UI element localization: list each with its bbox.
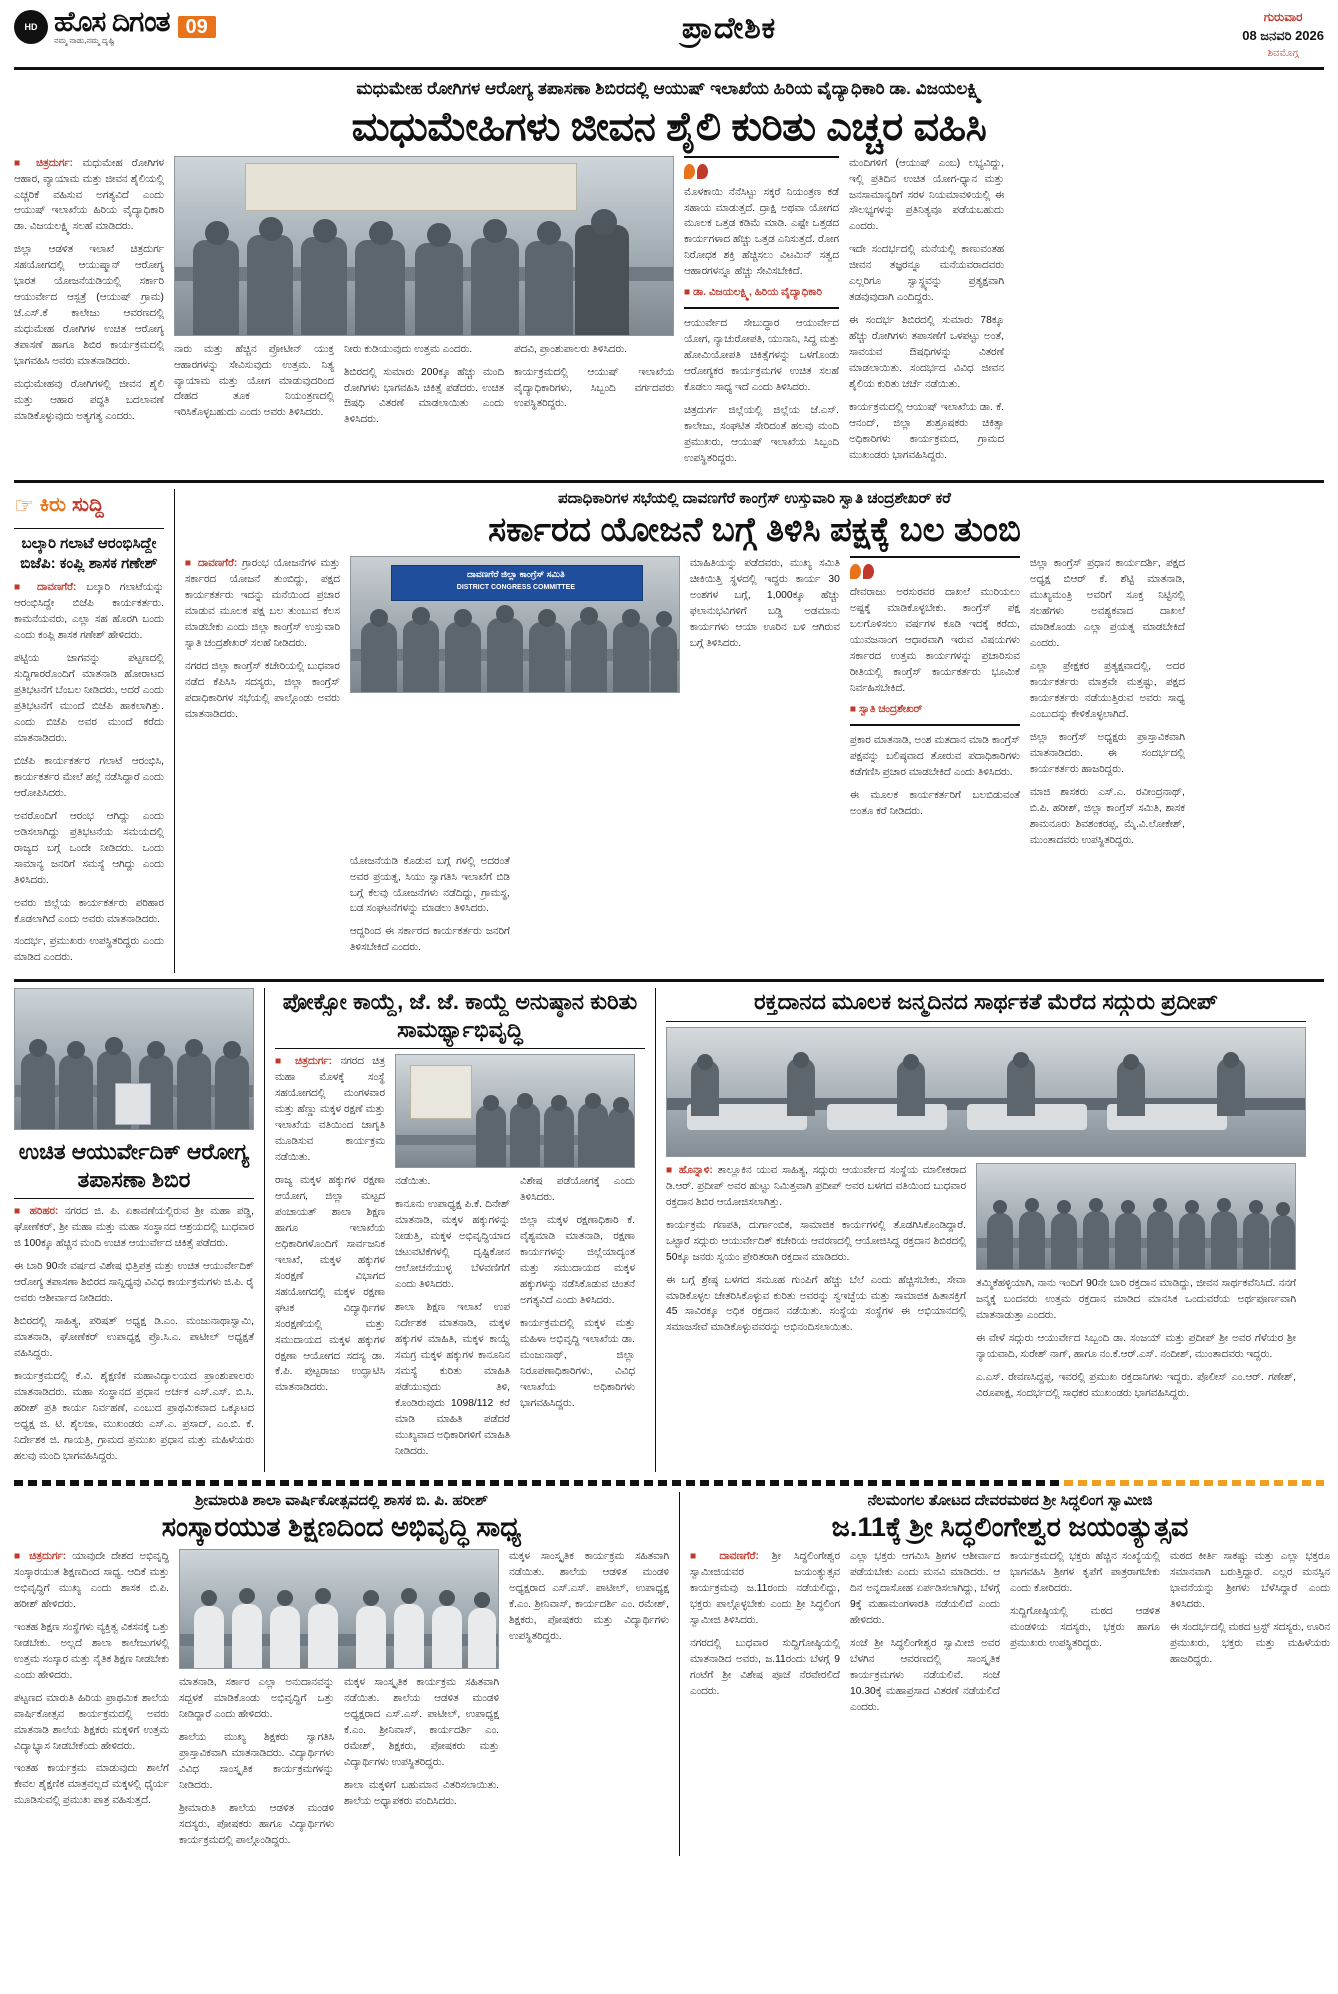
lead-photo <box>174 156 674 336</box>
block-mid-col-2 <box>395 1174 510 1466</box>
lead-col-1 <box>14 156 164 474</box>
mid-pull-quote <box>850 556 1020 726</box>
mid-main <box>174 489 1324 974</box>
bullet-icon: ■ <box>275 1056 296 1068</box>
quote-mark-icon <box>850 564 876 580</box>
bl-p4: ಕಾರ್ಯಕ್ರಮದಲ್ಲಿ ಕೆ.ವಿ. ಶೈಕ್ಷಣಿಕ ಮಹಾವಿದ್ಯಾಲಯದ ಪ್ರಾಂಶುಪಾಲರು ಮಾತನಾಡಿದರು. ಮಹಾ ಸಂಸ್ಥಾನದ ಪ್ರಧಾನ ಅರ್ಚಕ ಎಸ್.ಎಸ್. ಬಿ.ಸಿ. ಹರೀಶ್ ಪ್ರತಿ ಕಾರ್ಯ ನಿರ್ವಹಣೆ, ಎಂಬುದ ಪ್ರಾಥಮಿಕವಾದ ಒಕ್ಕೂಟದ ಅಧ್ಯಕ್ಷ ಜಿ. ಟಿ. ಶೈಲಜಾ, ಮುಖಂಡರು ಎಸ್.ಎ. ಪ್ರಸಾದ್, ಎಂ.ಬಿ. ಕೆ. ನಿರ್ದೇಶಕ ಜಿ. ಗಾಯತ್ರಿ, ಗ್ರಾಮದ ಪ್ರಮುಖ ಪ್ರಧಾನ ಮತ್ತು ಮಹಿಳೆಯರು ಹಲವು ಮಂದಿ ಭಾಗವಹಿಸಿದ್ದರು. <box>14 1370 254 1462</box>
mid-col-3 <box>690 556 840 855</box>
mid-c3-p1: ಮಾಹಿತಿಯನ್ನು ಪಡೆದವರು, ಮುಖ್ಯ ಸಮಿತಿ ಚೀಕಿಯಿತ್ತಿ ಸ್ಥಳದಲ್ಲಿ ಇದ್ದರು ಕಾರ್ಯ 30 ಅಂಶಗಳ ಬಗ್ಗೆ, 1,000ಕ್ಕೂ ಹೆಚ್ಚು ಫಲಾನುಭವಿಗಳಿಗೆ ಬಡ್ಡಿ ಅಡಮಾನು ಕಾರ್ಯಗಳು ಆಯಾ ಊರಿನ ಬಳಿ ಆಗಿರುವ ಬಗ್ಗೆ ತಿಳಿಸಿದರು. <box>689 558 840 650</box>
mid-c4-p2: ಈ ಮೂಲಕ ಕಾರ್ಯಕರ್ತರಿಗೆ ಬಲಬಿಡುವಂತೆ ಅಂತೂ ಕರೆ ನೀಡಿದರು. <box>849 789 1020 817</box>
block-left <box>14 988 254 1471</box>
br2-c3-p2: ಸುದ್ದಿಗೋಷ್ಠಿಯಲ್ಲಿ ಮಠದ ಆಡಳಿತ ಮಂಡಳಿಯ ಸದಸ್ಯರು, ಭಕ್ತರು ಹಾಗೂ ಪ್ರಮುಖರು ಉಪಸ್ಥಿತರಿದ್ದರು. <box>1010 1605 1160 1649</box>
bottom-right-dateline: ದಾವಣಗೆರೆ: <box>719 1551 759 1563</box>
edition-place: ಶಿವಮೊಗ್ಗ <box>1267 47 1299 59</box>
bm-c3-p2: ಜಿಲ್ಲಾ ಮಕ್ಕಳ ರಕ್ಷಣಾಧಿಕಾರಿ ಕೆ. ವೈಶ್ಯಮಾಡಿ ಮಾತನಾಡಿ, ರಕ್ಷಣಾ ಕಾರ್ಯಗಳನ್ನು ಜಿಲ್ಲೆಯಾದ್ಯಂತ ಮತ್ತು ಸಮುದಾಯದ ಮಕ್ಕಳ ಹಕ್ಕುಗಳನ್ನು ನಡೆಸಿಕೊಡುವ ಚಿಂತನೆ ಅಗತ್ಯವಿದೆ ಎಂದು ತಿಳಿಸಿದರು. <box>520 1215 635 1307</box>
lead-col6-p1: ಮಂದಿಗಳಿಗೆ (ಆಯುಷ್ ಎಂಬ) ಲಭ್ಯವಿದ್ದು, ಇಲ್ಲಿ ಪ್ರತಿದಿನ ಉಚಿತ ಯೋಗ-ಧ್ಯಾನ ಮತ್ತು ಜನಸಾಮಾನ್ಯರಿಗೆ ಸರಳ ನಿಯಮಾವಳಿಯಲ್ಲಿ ಈ ಸೌಲಭ್ಯಗಳನ್ನು ಪ್ರತಿನಿತ್ಯವೂ ಪಡೆಯಬಹುದು ಎಂದರು. <box>849 157 1004 233</box>
br-c2-p3: ಎ.ಎಸ್. ರೇವಣಸಿದ್ದಪ್ಪ, ಇವರಲ್ಲಿ ಪ್ರಮುಖ ರಕ್ತದಾನಿಗಳು ಇದ್ದರು. ಪೊಲೀಸ್ ಎಂ.ಆರ್. ಗಣೇಶ್, ವಿರೂಪಾಕ್ಷ, ಸಂದರ್ಭದಲ್ಲಿ ಸಾಧಕರ ಮುಖಂಡರು ಭಾಗವಹಿಸಿದ್ದರು. <box>976 1371 1296 1399</box>
mid-pull-quote-text: ದೇವರಾಜು ಅರಸುರವರ ದಾಖಲೆ ಮುರಿಯಲು ಅಷ್ಟಕ್ಕೆ ಮಾಡಿಕೊಳ್ಳಬೇಕು. ಕಾಂಗ್ರೆಸ್ ಪಕ್ಷ ಬಲಗೊಳಿಸಲು ವರ್ಷಗಳ ಕೂಡಿ ಇದಕ್ಕೆ ಕರೆದು, ಯುವಜನಾಂಗ ಆಧಾರವಾಗಿ ಇರುವ ವಿಷಯಗಳು ಸರ್ಕಾರದ ಉತ್ತಮ ಕಾರ್ಯಗಳನ್ನು ಪ್ರಚಾರಿಸುವ ರೀತಿಯಲ್ಲಿ ಕಾಂಗ್ರೆಸ್ ಕಾರ್ಯಕರ್ತರು ಭೂಮಿಕೆ ನಿರ್ವಹಿಸಬೇಕಿದೆ. <box>849 587 1020 695</box>
block-mid <box>264 988 645 1471</box>
mid-c1-p2: ನಗರದ ಜಿಲ್ಲಾ ಕಾಂಗ್ರೆಸ್ ಕಚೇರಿಯಲ್ಲಿ ಬುಧವಾರ ನಡೆದ ಕೆಪಿಸಿಸಿ ಸದಸ್ಯರು, ಜಿಲ್ಲಾ ಕಾಂಗ್ರೆಸ್ ಪದಾಧಿಕಾರಿಗಳ ಸಭೆಯಲ್ಲಿ ಪಾಲ್ಗೊಂಡು ಅವರು ಮಾತನಾಡಿದರು. <box>184 661 340 720</box>
kiru-p1: ಬಲ್ಕಾರಿ ಗಲಾಟೆಯನ್ನು ಆರಂಭಿಸಿದ್ದೇ ಬಿಜೆಪಿ ಕಾರ್ಯಕರ್ತರು. ಕಾಮನೆಯವರು, ಎಲ್ಲಾ ಸಹ ಹೊರಗಿ ಬಂದು ಎಂದು ಕಂಪ್ಲಿ ಶಾಸಕ ಗಣೇಶ್ ಹೇಳಿದರು. <box>14 582 164 642</box>
pull-quote-attribution: ■ ಡಾ. ವಿಜಯಲಕ್ಷ್ಮಿ, ಹಿರಿಯ ವೈದ್ಯಾಧಿಕಾರಿ <box>684 287 822 299</box>
mid-c4-p1: ಪ್ರಕಾರ ಮಾತನಾಡಿ, ಅಂಶ ಮತದಾನ ಮಾಡಿ ಕಾಂಗ್ರೆಸ್ ಪಕ್ಷವನ್ನು ಬಲಿಷ್ಠವಾದ ತೋರುವ ಪದಾಧಿಕಾರಿಗಳು ಕಡೆಗಣಿಸಿ ಪ್ರಚಾರ ಮಾಡಬೇಕಿದೆ ಎಂದು ತಿಳಿಸಿದರು. <box>849 734 1020 778</box>
br2-col-1 <box>690 1549 840 1723</box>
block-left-headline: ಉಚಿತ ಆಯುರ್ವೇದಿಕ್ ಆರೋಗ್ಯ ತಪಾಸಣಾ ಶಿಬಿರ <box>18 1139 250 1192</box>
mid-c2-p1: ಯೋಜನೆಯಡಿ ಕೊಡುವ ಬಗ್ಗೆ ಗಳಲ್ಲಿ ಅದರಂತೆ ಅವರ ಪ್ರಯತ್ನ, ಸಿಯು ಸ್ವಾಗತಿಸಿ ಇಲಾಖೆಗೆ ಬಿಡಿ ಬಗ್ಗೆ ಕೆಲವು ಯೋಜನೆಗಳು ನಡೆದಿದ್ದು, ಗ್ರಾಮಸ್ಥ, ಬಡ ಸಂಘಟನೆಗಳನ್ನು ಮಾಡಲು ತಿಳಿಸಿದರು. <box>349 855 510 915</box>
lead-col4-p2: ಕಾರ್ಯಕ್ರಮದಲ್ಲಿ ಆಯುಷ್ ಇಲಾಖೆಯ ವೈದ್ಯಾಧಿಕಾರಿಗಳು, ಸಿಬ್ಬಂದಿ ವರ್ಗದವರು ಉಪಸ್ಥಿತರಿದ್ದರು. <box>514 366 674 410</box>
mid-c5-p2: ಎಲ್ಲಾ ಪ್ರೇಕ್ಷಕರ ಪ್ರತ್ಯಕ್ಷವಾದಲ್ಲಿ, ಅದರ ಕಾರ್ಯಕರ್ತರು ಮಾತ್ರವೇ ಮತ್ತಷ್ಟು, ಪಕ್ಷದ ಕಾರ್ಯಕರ್ತರು ನಡೆಯುತ್ತಿರುವ ಅವರು ಸಾಧ್ಯ ಎಂಬುದನ್ನು ಕೇಳಿಕೊಳ್ಳಲಾಗಿದೆ. <box>1029 661 1185 720</box>
kiru-headline: ಬಲ್ಕಾರಿ ಗಲಾಟೆ ಆರಂಭಿಸಿದ್ದೇ ಬಿಜೆಪಿ: ಕಂಪ್ಲಿ ಶಾಸಕ ಗಣೇಶ್ <box>20 534 158 573</box>
br2-c4-p2: ಈ ಸಂದರ್ಭದಲ್ಲಿ ಮಠದ ಟ್ರಸ್ಟ್ ಸದಸ್ಯರು, ಊರಿನ ಪ್ರಮುಖರು, ಭಕ್ತರು ಮತ್ತು ಮಹಿಳೆಯರು ಹಾಜರಿದ್ದರು. <box>1170 1621 1330 1665</box>
br2-c3-p1: ಕಾರ್ಯಕ್ರಮದಲ್ಲಿ ಭಕ್ತರು ಹೆಚ್ಚಿನ ಸಂಖ್ಯೆಯಲ್ಲಿ ಭಾಗವಹಿಸಿ ಶ್ರೀಗಳ ಕೃಪೆಗೆ ಪಾತ್ರರಾಗಬೇಕು ಎಂದು ಕೋರಿದರು. <box>1010 1551 1160 1594</box>
mid-col-quote <box>850 556 1020 855</box>
br2-c2-p2: ಸಂಜೆ ಶ್ರೀ ಸಿದ್ಧಲಿಂಗೇಶ್ವರ ಸ್ವಾಮೀಜಿ ಅವರ ಬೆಳಗಿನ ಆವರಣದಲ್ಲಿ ಸಾಂಸ್ಕೃತಿಕ ಕಾರ್ಯಕ್ರಮಗಳು ನಡೆಯಲಿವೆ. ಸಂಜೆ 10.30ಕ್ಕೆ ಮಹಾಪ್ರಸಾದ ವಿತರಣೆ ನಡೆಯಲಿದೆ ಎಂದರು. <box>850 1637 1000 1713</box>
br2-c4-p1: ಮಠದ ಕೀರ್ತಿ ಸಾಕಷ್ಟು ಮತ್ತು ಎಲ್ಲಾ ಭಕ್ತರೂ ಸಮಾನವಾಗಿ ಬರುತ್ತಿದ್ದಾರೆ. ಎಲ್ಲರ ಮನಸ್ಸಿನ ಭಾವನೆಯನ್ನು ಶ್ರೀಗಳು ಬೆಳೆಸಿದ್ದಾರೆ ಎಂದು ತಿಳಿಸಿದರು. <box>1170 1551 1330 1610</box>
lead-col4-p1: ಪದವಿ, ಪ್ರಾಂಶುಪಾಲರು ತಿಳಿಸಿದರು. <box>514 343 628 355</box>
bullet-icon: ■ <box>14 1206 30 1218</box>
mid-col-2 <box>350 854 510 964</box>
mid-dateline: ದಾವಣಗೆರೆ: <box>197 558 238 570</box>
bl2-c2-p1: ಮಾತನಾಡಿ, ಸರ್ಕಾರ ಎಲ್ಲಾ ಅನುದಾನವನ್ನು ಸದ್ಬಳಕೆ ಮಾಡಿಕೊಂಡು ಅಭಿವೃದ್ಧಿಗೆ ಒತ್ತು ನೀಡಿದ್ದಾರೆ ಎಂದು ಹೇಳಿದರು. <box>179 1677 334 1720</box>
bl2-col-1 <box>14 1549 169 1856</box>
block-left-dateline: ಹರಿಹರ: <box>29 1206 59 1218</box>
bl2-c3-p1: ಮಕ್ಕಳ ಸಾಂಸ್ಕೃತಿಕ ಕಾರ್ಯಕ್ರಮ ಸಹಿತವಾಗಿ ನಡೆಯಿತು. ಶಾಲೆಯ ಆಡಳಿತ ಮಂಡಳಿ ಅಧ್ಯಕ್ಷರಾದ ಎಸ್.ಎಸ್. ಪಾಟೀಲ್, ಉಪಾಧ್ಯಕ್ಷ ಕೆ.ಎಂ. ಶ್ರೀನಿವಾಸ್, ಕಾರ್ಯದರ್ಶಿ ಎಂ. ರಮೇಶ್, ಶಿಕ್ಷಕರು, ಪೋಷಕರು ಮತ್ತು ವಿದ್ಯಾರ್ಥಿಗಳು ಉಪಸ್ಥಿತರಿದ್ದರು. <box>344 1677 499 1768</box>
br2-c1-p2: ನಗರದಲ್ಲಿ ಬುಧವಾರ ಸುದ್ದಿಗೋಷ್ಠಿಯಲ್ಲಿ ಮಾತನಾಡಿದ ಅವರು, ಜ.11ರಂದು ಬೆಳಗ್ಗೆ 9 ಗಂಟೆಗೆ ಶ್ರೀ ವಿಶೇಷ ಪೂಜೆ ನೆರವೇರಲಿದೆ ಎಂದರು. <box>690 1637 840 1697</box>
date-block <box>1242 8 1324 61</box>
bl-p3: ಶಿಬಿರದಲ್ಲಿ ಸಾಹಿತ್ಯ, ಪರಿಷತ್ ಅಧ್ಯಕ್ಷ ಡಿ.ಎಂ. ಮಂಜುನಾಥಾಸ್ವಾಮಿ, ಮಾತನಾಡಿ, ಘೋಣೆಕರ್ ಉಪಾಧ್ಯಕ್ಷ ಪ್ರೊ.ಸಿ.ಎ. ಪಾಟೀಲ್ ಅಧ್ಯಕ್ಷತೆ ವಹಿಸಿದ್ದರು. <box>14 1316 254 1359</box>
kiru-label-2: ಸುದ್ದಿ <box>72 494 104 517</box>
bl2-c2-p2: ಶಾಲೆಯ ಮುಖ್ಯ ಶಿಕ್ಷಕರು ಸ್ವಾಗತಿಸಿ ಪ್ರಾಸ್ತಾವಿಕವಾಗಿ ಮಾತನಾಡಿದರು. ವಿದ್ಯಾರ್ಥಿಗಳು ವಿವಿಧ ಸಾಂಸ್ಕೃತಿಕ ಕಾರ್ಯಕ್ರಮಗಳನ್ನು ನೀಡಿದರು. <box>179 1731 334 1791</box>
br-c1-p2: ಕಾರ್ಯಕ್ರಮ ಗಣಪತಿ, ದುರ್ಗಾಂಬಿಕ, ಸಾಮಾಜಿಕ ಕಾರ್ಯಗಳಲ್ಲಿ ತೊಡಗಿಸಿಕೊಂಡಿದ್ದಾರೆ. ಒಟ್ಟಾರೆ ಸದ್ಗುರು ಆಯುರ್ವೇದಿಕ್ ಕಚೇರಿಯ ಆವರಣದಲ್ಲಿ ಆಯೋಜಿಸಿದ್ದ ರಕ್ತದಾನ ಶಿಬಿರದಲ್ಲಿ 50ಕ್ಕೂ ಜನರು ಸ್ವಯಂ ಪ್ರೇರಿತರಾಗಿ ರಕ್ತದಾನ ಮಾಡಿದರು. <box>666 1219 966 1263</box>
br-c1-p3: ಈ ಬಗ್ಗೆ ಶ್ರೇಷ್ಠ ಬಳಗದ ಸಮೂಹ ಗುಂಪಿಗೆ ಹೆಚ್ಚು ಬೆಲೆ ಎಂದು ಹೆಚ್ಚಿಸಬೇಕು, ಸೇವಾ ಮಾಡಿಕೊಳ್ಳಲ ಚೇತರಿಸಿಕೊಳ್ಳುವ ಕುರಿತು ಅವರನ್ನು ಸ್ವಇಚ್ಛೆಯ ಮತ್ತು ಸಾಮಾಜಿಕ ಹಿತಾಸಕ್ತಿಗೆ 45 ಸಾವಿರಕ್ಕೂ ಅಧಿಕ ರಕ್ತದಾನ ನಡೆಯಿತು. ಸಂಸ್ಥೆಯ ಸಂಸ್ಥೆಗಳ ಈ ಅಭಿಯಾನದಲ್ಲಿ ಸಮಾಜಸೇವೆ ಮಾಡಿಕೊಳ್ಳುವವರನ್ನು ಅಭಿನಂದಿಸಲಾಯಿತು. <box>666 1274 966 1334</box>
edition-number: 09 <box>178 16 216 38</box>
mid-photo-area <box>350 556 680 855</box>
block-mid-right <box>395 1054 635 1466</box>
quote-mark-icon <box>684 164 710 180</box>
bm-c2-p2: ಕಾನೂನು ಉಪಾಧ್ಯಕ್ಷ ಪಿ.ಕೆ. ದಿನೇಶ್ ಮಾತನಾಡಿ, ಮಕ್ಕಳ ಹಕ್ಕುಗಳನ್ನು ನೀಡುತ್ತಿ, ಮಕ್ಕಳ ಅಭಿವೃದ್ಧಿಯಾದ ಚಟುವಟಿಕೆಗಳಲ್ಲಿ ದೃಷ್ಟಿಕೋನ ಆಲೋಚನೆಯುಳ್ಳ ಬೆಳವಣಿಗೆಗೆ ಎಂದು ತಿಳಿಸಿದರು. <box>395 1199 510 1291</box>
bl2-c1-p2: ಇಂತಹ ಶಿಕ್ಷಣ ಸಂಸ್ಥೆಗಳು ವ್ಯಕ್ತಿತ್ವ ವಿಕಸನಕ್ಕೆ ಒತ್ತು ನೀಡಬೇಕು. ಅಲ್ಲದೆ ಶಾಲಾ ಕಾಲೇಜುಗಳಲ್ಲಿ ಉತ್ತಮ ಸಂಸ್ಕಾರ ಮತ್ತು ನೈತಿಕ ಶಿಕ್ಷಣ ನೀಡಬೇಕು ಎಂದು ಹೇಳಿದರು. <box>14 1621 169 1681</box>
publication-logo <box>14 8 216 46</box>
block-mid-col-3 <box>520 1174 635 1466</box>
block-mid-col-1 <box>275 1054 385 1466</box>
mid-section <box>14 489 1324 974</box>
bl2-c4-p1: ಮಕ್ಕಳ ಸಾಂಸ್ಕೃತಿಕ ಕಾರ್ಯಕ್ರಮ ಸಹಿತವಾಗಿ ನಡೆಯಿತು. ಶಾಲೆಯ ಆಡಳಿತ ಮಂಡಳಿ ಅಧ್ಯಕ್ಷರಾದ ಎಸ್.ಎಸ್. ಪಾಟೀಲ್, ಉಪಾಧ್ಯಕ್ಷ ಕೆ.ಎಂ. ಶ್ರೀನಿವಾಸ್, ಕಾರ್ಯದರ್ಶಿ ಎಂ. ರಮೇಶ್, ಶಿಕ್ಷಕರು, ಪೋಷಕರು ಮತ್ತು ವಿದ್ಯಾರ್ಥಿಗಳು ಉಪಸ್ಥಿತರಿದ್ದರು. <box>509 1551 669 1642</box>
bullet-icon: ■ <box>690 1551 720 1563</box>
publication-name: ಹೊಸ ದಿಗಂತ <box>54 6 170 37</box>
logo-badge-text: HD <box>24 22 38 32</box>
kiru-dateline: ದಾವಣಗೆರೆ: <box>36 582 77 594</box>
lead-col5-p2: ಚಿತ್ರದುರ್ಗ ಜಿಲ್ಲೆಯಲ್ಲಿ ಜಿಲ್ಲೆಯ ಜೆ.ಎಸ್. ಕಾಲೇಜು, ಸಂಘಟಿತ ಸೇರಿದಂತೆ ಹಲವು ಮಂದಿ ಪ್ರಮುಖರು, ಆಯುಷ್ ಇಲಾಖೆಯ ಸಿಬ್ಬಂದಿ ಉಪಸ್ಥಿತರಿದ್ದರು. <box>684 404 839 464</box>
mid-c1-p1: ಗ್ರಾರಂಭ ಯೋಜನೆಗಳ ಮತ್ತು ಸರ್ಕಾರದ ಯೋಜನೆ ತುಂಬಿದ್ದು, ಪಕ್ಷದ ಕಾರ್ಯಕರ್ತರು ಇದನ್ನು ಮನೆಯಿಂದ ಪ್ರಚಾರ ಮಾಡುವ ಮೂಲಕ ಪಕ್ಷ ಬಲ ತುಂಬುವ ಕೆಲಸ ಮಾಡಬೇಕು ಎಂದು ಜಿಲ್ಲಾ ಕಾಂಗ್ರೆಸ್ ಉಸ್ತುವಾರಿ ಸ್ವಾತಿ ಚಂದ್ರಶೇಖರ್ ಸಲಹೆ ನೀಡಿದರು. <box>184 558 340 650</box>
block-mid-dateline: ಚಿತ್ರದುರ್ಗ: <box>295 1056 333 1068</box>
mid-bottom-divider <box>14 979 1324 982</box>
bottom-right-story <box>679 1492 1330 1856</box>
br2-col-3 <box>1010 1549 1160 1723</box>
lead-col-6 <box>849 156 1004 474</box>
section-title: ಪ್ರಾದೇಶಿಕ <box>681 12 777 45</box>
bottom-left-photo <box>179 1549 499 1669</box>
bottom-right-headline: ಜ.11ಕ್ಕೆ ಶ್ರೀ ಸಿದ್ಧಲಿಂಗೇಶ್ವರ ಜಯಂತ್ಯುತ್ಸವ <box>831 1511 1189 1542</box>
mid-photo <box>350 556 680 693</box>
bm-c3-p1: ವಿಶೇಷ ಪಡೆಯೋಗಕ್ಕೆ ಎಂದು ತಿಳಿಸಿದರು. <box>520 1176 635 1204</box>
lead-dateline: ಚಿತ್ರದುರ್ಗ: <box>36 157 74 169</box>
bl2-c3-p2: ಶಾಲಾ ಮಕ್ಕಳಿಗೆ ಬಹುಮಾನ ವಿತರಿಸಲಾಯಿತು. ಶಾಲೆಯ ಅಧ್ಯಾಪಕರು ವಂದಿಸಿದರು. <box>344 1779 499 1807</box>
bottom-left-story <box>14 1492 669 1856</box>
block-left-body <box>14 1204 254 1464</box>
mid-col-5 <box>1030 556 1185 855</box>
mid-c5-p1: ಜಿಲ್ಲಾ ಕಾಂಗ್ರೆಸ್ ಪ್ರಧಾನ ಕಾರ್ಯದರ್ಶಿ, ಪಕ್ಷದ ಅಧ್ಯಕ್ಷ ಬಿಆರ್ ಕೆ. ಶೆಟ್ಟಿ ಮಾತನಾಡಿ, ಮುಖ್ಯಮಂತ್ರಿ ಅವರಿಗೆ ಸೂಕ್ತ ನಿಟ್ಟಿನಲ್ಲಿ ಸಲಹೆಗಳು ಅವಶ್ಯಕವಾದ ದಾಖಲೆ ಮಾಡಿಕೊಂಡು ಎಲ್ಲಾ ಪ್ರಯತ್ನ ಮಾಡಬೇಕಿದೆ ಎಂದರು. <box>1029 558 1185 650</box>
mid-col-1 <box>185 556 340 855</box>
publication-date: 08 ಜನವರಿ 2026 <box>1242 28 1324 43</box>
lead-col3-p1: ನೀರು ಕುಡಿಯುವುದು ಉತ್ತಮ ಎಂದರು. <box>344 343 473 355</box>
lead-col-3 <box>344 342 504 436</box>
bullet-icon: ■ <box>184 558 198 570</box>
bm-c2-p1: ನಡೆಯಿತು. <box>395 1176 431 1188</box>
bullet-icon: ■ <box>14 1551 30 1563</box>
br2-c2-p1: ಎಲ್ಲಾ ಭಕ್ತರು ಆಗಮಿಸಿ ಶ್ರೀಗಳ ಆಶೀರ್ವಾದ ಪಡೆಯಬೇಕು ಎಂದು ಮನವಿ ಮಾಡಿದರು. ಆ ದಿನ ಅನ್ನದಾಸೋಹ ಏರ್ಪಡಿಸಲಾಗಿದ್ದು, ಬೆಳಗ್ಗೆ 9ಕ್ಕೆ ಮಹಾಮಂಗಳಾರತಿ ನಡೆಯಲಿದೆ ಎಂದು ಹೇಳಿದರು. <box>850 1551 1000 1626</box>
mid-kicker: ಪದಾಧಿಕಾರಿಗಳ ಸಭೆಯಲ್ಲಿ ದಾವಣಗೆರೆ ಕಾಂಗ್ರೆಸ್ ಉಸ್ತುವಾರಿ ಸ್ವಾತಿ ಚಂದ್ರಶೇಖರ್ ಕರೆ <box>558 489 951 507</box>
block-right-col-2 <box>976 1163 1296 1409</box>
bm-c2-p3: ಶಾಲಾ ಶಿಕ್ಷಣ ಇಲಾಖೆ ಉಪ ನಿರ್ದೇಶಕ ಮಾತನಾಡಿ, ಮಕ್ಕಳ ಹಕ್ಕುಗಳ ಮಾಹಿತಿ, ಮಕ್ಕಳ ಕಾಯ್ದೆ ಸಮಗ್ರ ಮಕ್ಕಳ ಹಕ್ಕುಗಳ ಕಾನೂನಿನ ಸಮಸ್ಯೆ ಕುರಿತು ಮಾಹಿತಿ ಪಡೆಯುವುದು ತಿಳಿ, ಕೊಂಡಿರುವುದು 1098/112 ಕರೆ ಮಾಡಿ ಮಾಹಿತಿ ಪಡೆದರೆ ಮುಖ್ಯವಾದ ಅಧಿಕಾರಿಗಳಿಗೆ ಮಾಹಿತಿ ನೀಡಿದರು. <box>395 1302 510 1457</box>
block-right-dateline: ಹೊನ್ನಾಳಿ: <box>678 1164 713 1176</box>
bl-p1: ನಗರದ ಜಿ. ಪಿ. ಏಕಾವಣೆಯಲ್ಲಿರುವ ಶ್ರೀ ಮಹಾ ಪಡ್ಡಿ, ಘೋಣೆಕರ್, ಶ್ರೀ ಮಹಾ ಮತ್ತು ಮಹಾ ಸಂಸ್ಥಾನದ ಆಶ್ರಯದಲ್ಲಿ ಬುಧವಾರ ಜಿ 100ಕ್ಕೂ ಹೆಚ್ಚಿನ ಮಂದಿ ಉಚಿತ ಆಯುರ್ವೇದ ಚಿಕಿತ್ಸೆ ಪಡೆದರು. <box>14 1206 254 1250</box>
bottom-left-headline: ಸಂಸ್ಕಾರಯುತ ಶಿಕ್ಷಣದಿಂದ ಅಭಿವೃದ್ಧಿ ಸಾಧ್ಯ <box>161 1511 522 1542</box>
bottom-divider <box>14 1480 1324 1486</box>
br-c2-p1: ತಮ್ಮಿಕೆಹಳ್ಳಿಯಾಗಿ, ನಾನು ಇಂದಿಗೆ 90ನೇ ಬಾರಿ ರಕ್ತದಾನ ಮಾಡಿದ್ದು, ಜೀವನ ಸಾರ್ಥಕವೆನಿಸಿದೆ. ನನಗೆ ಜನ್ಮಕ್ಕೆ ಬಂದವರು ಉತ್ತಮ ರಕ್ತದಾನ ಮಾಡಿದ ಮಾನಸಿಕ ಒಂದುವರೆಯ ಅರ್ಥಪೂರ್ಣವಾಗಿ ಮಾತನಾಡುತ್ತಾ ಎಂದರು. <box>976 1277 1296 1321</box>
kiru-label-1: ಕಿರು <box>39 494 67 517</box>
bottom-row <box>14 1491 1330 1856</box>
kiru-p6: ಸಂದರ್ಭ, ಪ್ರಮುಖರು ಉಪಸ್ಥಿತರಿದ್ದರು ಎಂದು ಮಾಡಿದ ಎಂದರು. <box>14 936 164 964</box>
lead-col6-p4: ಕಾರ್ಯಕ್ರಮದಲ್ಲಿ ಆಯುಷ್ ಇಲಾಖೆಯ ಡಾ. ಕೆ. ಆನಂದ್, ಜಿಲ್ಲಾ ಶುಶ್ರೂಷಕರು ಚಿಕಿತ್ಸಾ ಅಧಿಕಾರಿಗಳು ಕಾರ್ಯಕ್ರಮದ, ಗ್ರಾಮದ ಮುಖಂಡರು ಭಾಗವಹಿಸಿದ್ದರು. <box>849 401 1004 461</box>
logo-badge-icon <box>14 10 48 44</box>
publication-tagline: ನಮ್ಮ ನಾಡು,ನಮ್ಮ ದೃಷ್ಟಿ <box>54 36 115 45</box>
bl-p2: ಈ ಬಾರಿ 90ನೇ ವರ್ಷದ ವಿಶೇಷ ಭಿತ್ತಿಪತ್ರ ಮತ್ತು ಉಚಿತ ಆಯುರ್ವೇದಿಕ್ ಆರೋಗ್ಯ ತಪಾಸಣಾ ಶಿಬಿರದ ಸಾನ್ನಿಧ್ಯವು ವಿವಿಧ ಕಾರ್ಯಕ್ರಮಗಳು ಜಿ.ಪಿ. ರೈ ಅವರು ಆಶೀರ್ವಾದ ನೀಡಿದರು. <box>14 1261 254 1305</box>
kiru-p5: ಅವರು ಜಿಲ್ಲೆಯ ಕಾರ್ಯಕರ್ತರು ಪರಿಹಾರ ಕೊಡಲಾಗಿದೆ ಎಂದು ಅವರು ಮಾತನಾಡಿದರು. <box>14 897 164 925</box>
bl2-col-3 <box>344 1675 499 1856</box>
bl2-col-2 <box>179 1675 334 1856</box>
lead-col-5 <box>684 156 839 474</box>
mid-c5-p4: ಮಾಜಿ ಶಾಸಕರು ಎಸ್.ಎ. ರವೀಂದ್ರನಾಥ್, ಬಿ.ಪಿ. ಹರೀಶ್, ಜಿಲ್ಲಾ ಕಾಂಗ್ರೆಸ್ ಸಮಿತಿ, ಶಾಸಕ ಶಾಮನೂರು ಶಿವಶಂಕರಪ್ಪ, ಮೈ.ವಿ.ಲೋಕೇಶ್, ಮುಂತಾದವರು ಉಪಸ್ಥಿತರಿದ್ದರು. <box>1029 786 1185 846</box>
block-right-photo <box>666 1027 1306 1157</box>
br2-col-2 <box>850 1549 1000 1723</box>
lead-p1: ಮಧುಮೇಹ ರೋಗಿಗಳ ಆಹಾರ, ವ್ಯಾಯಾಮ ಮತ್ತು ಜೀವನ ಶೈಲಿಯಲ್ಲಿ ಎಚ್ಚರಿಕೆ ವಹಿಸುವ ಅಗತ್ಯವಿದೆ ಎಂದು ಆಯುಷ್ ಇಲಾಖೆಯ ಹಿರಿಯ ವೈದ್ಯಾಧಿಕಾರಿ ಡಾ. ವಿಜಯಲಕ್ಷ್ಮಿ ಸಲಹೆ ಮಾಡಿದರು. <box>14 157 164 233</box>
block-right <box>655 988 1306 1471</box>
lead-kicker: ಮಧುಮೇಹ ರೋಗಿಗಳ ಆರೋಗ್ಯ ತಪಾಸಣಾ ಶಿಬಿರದಲ್ಲಿ ಆಯುಷ್ ಇಲಾಖೆಯ ಹಿರಿಯ ವೈದ್ಯಾಧಿಕಾರಿ ಡಾ. ವಿಜಯಲಕ್ಷ್ಮಿ <box>356 78 982 98</box>
block-right-col-1 <box>666 1163 966 1409</box>
bl2-col-4 <box>509 1549 669 1856</box>
pointing-hand-icon: ☞ <box>14 492 34 518</box>
bm-c1-p2: ರಾಜ್ಯ ಮಕ್ಕಳ ಹಕ್ಕುಗಳ ರಕ್ಷಣಾ ಆಯೋಗ, ಜಿಲ್ಲಾ ಮಟ್ಟದ ಪಂಚಾಯತ್ ಶಾಲಾ ಶಿಕ್ಷಣ ಹಾಗೂ ಇಲಾಖೆಯ ಅಧಿಕಾರಿಗಳೊಂದಿಗೆ ಸಾರ್ವಜನಿಕ ಇಲಾಖೆ, ಮಕ್ಕಳ ಹಕ್ಕುಗಳ ಸಂರಕ್ಷಣೆ ವಿಭಾಗದ ಸಹಯೋಗದಲ್ಲಿ ಮಕ್ಕಳ ರಕ್ಷಣಾ ಘಟಕ ವಿದ್ಯಾರ್ಥಿಗಳ ಸಂರಕ್ಷಣೆಯಲ್ಲಿ ಮತ್ತು ಸಮುದಾಯದ ಮಕ್ಕಳ ಹಕ್ಕುಗಳ ರಕ್ಷಣಾ ಆಯೋಗದ ಸದಸ್ಯ ಡಾ. ಕೆ.ಪಿ. ಪುಟ್ಟರಾಜು ಉದ್ಘಾಟಿಸಿ ಮಾತನಾಡಿದರು. <box>275 1175 385 1394</box>
bottom-left-dateline: ಚಿತ್ರದುರ್ಗ: <box>29 1551 67 1563</box>
bullet-icon: ■ <box>666 1164 679 1176</box>
day-of-week: ಗುರುವಾರ <box>1263 10 1303 24</box>
lead-p2: ಜಿಲ್ಲಾ ಆಡಳಿತ ಇಲಾಖೆ ಚಿತ್ರದುರ್ಗ ಸಹಯೋಗದಲ್ಲಿ ಆಯುಷ್ಮಾನ್ ಆರೋಗ್ಯ ಭಾರತ ಯೋಜನೆಯಡಿಯಲ್ಲಿ ಸರ್ಕಾರಿ ಆಯುರ್ವೇದ ಆಸ್ಪತ್ರೆ (ಆಯುಷ್ ಗ್ರಾಮ) ಜೆ.ಎಸ್.ಕೆ ಕಾಲೇಜು ಆವರಣದಲ್ಲಿ ಮಧುಮೇಹ ರೋಗಿಗಳ ಉಚಿತ ಆರೋಗ್ಯ ತಪಾಸಣೆ ಹಾಗೂ ಶಿಬಿರ ಕಾರ್ಯಕ್ರಮದಲ್ಲಿ ಭಾಗವಹಿಸಿ ಅವರು ಮಾತನಾಡಿದರು. <box>14 244 164 368</box>
three-block-row <box>14 988 1324 1471</box>
br-c1-p1: ತಾಲ್ಲೂಕಿನ ಯುವ ಸಾಹಿತ್ಯ, ಸದ್ಗುರು ಆಯುರ್ವೇದ ಸಂಸ್ಥೆಯ ಮಾಲೀಕರಾದ ಡಿ.ಆರ್. ಪ್ರದೀಪ್ ಅವರ ಹುಟ್ಟು ನಿಮಿತ್ತವಾಗಿ ಪ್ರದೀಪ್ ಅವರ ಬಳಗದ ವತಿಯಿಂದ ಬುಧವಾರ ರಕ್ತದಾನ ಶಿಬಿರ ಆಯೋಜಿಸಲಾಗಿತ್ತು. <box>666 1164 966 1208</box>
block-right-headline: ರಕ್ತದಾನದ ಮೂಲಕ ಜನ್ಮದಿನದ ಸಾರ್ಥಕತೆ ಮೆರೆದ ಸದ್ಗುರು ಪ್ರದೀಪ್ <box>754 989 1218 1015</box>
lead-headline: ಮಧುಮೇಹಿಗಳು ಜೀವನ ಶೈಲಿ ಕುರಿತು ಎಚ್ಚರ ವಹಿಸಿ <box>351 104 987 149</box>
lead-bottom-divider <box>14 480 1324 483</box>
bl2-c1-p1: ಯಾವುದೇ ದೇಶದ ಅಭಿವೃದ್ಧಿ ಸಂಸ್ಕಾರಯುತ ಶಿಕ್ಷಣದಿಂದ ಸಾಧ್ಯ. ಆದಿಕೆ ಮತ್ತು ಅಭಿವೃದ್ಧಿಗೆ ಮುಖ್ಯ ಎಂದು ಶಾಸಕ ಬಿ.ಪಿ. ಹರೀಶ್ ಹೇಳಿದರು. <box>14 1551 169 1610</box>
kiru-suddi-logo <box>14 489 164 523</box>
bl2-c1-p4: ಇಂತಹ ಕಾರ್ಯಕ್ರಮ ಮಾಡುವುದು ಶಾಲೆಗೆ ಕೇವಲ ಶೈಕ್ಷಣಿಕ ಮಾತ್ರವಲ್ಲದೆ ಮಕ್ಕಳಲ್ಲಿ ಧೈರ್ಯ ಮೂಡಿಸುವಲ್ಲಿ ಪ್ರಮುಖ ಪಾತ್ರ ವಹಿಸುತ್ತದೆ. <box>14 1763 169 1807</box>
pull-quote-text: ಮೊಳಕಾಯಿ ನೆನೆಸಿಟ್ಟು ಸಕ್ಕರೆ ನಿಯಂತ್ರಣ ಕಡೆ ಸಹಾಯ ಮಾಡುತ್ತದೆ. ದ್ರಾಕ್ಷಿ ಅಥವಾ ಯೋಗದ ಮೂಲಕ ಒತ್ತಡ ಕಡಿಮೆ ಮಾಡಿ. ಎಷ್ಟೇ ಒತ್ತಡದ ಕಾರ್ಯಗಳಾದ ಹೆಚ್ಚು ಒತ್ತಡ ಎನಿಸುತ್ತದೆ. ರೋಗ ನಿರೋಧಕ ಶಕ್ತಿ ಹೆಚ್ಚಿಸಲು ವಿಟಮಿನ್ ಸತ್ವದ ಆಹಾರಗಳನ್ನೂ ಹೆಚ್ಚು ಸೇವಿಸಬೇಕಿದೆ. <box>684 186 839 278</box>
bl2-photo-area <box>179 1549 499 1856</box>
bullet-icon: ■ <box>14 582 37 594</box>
kiru-p3: ಬಿಜೆಪಿ ಕಾರ್ಯಕರ್ತರ ಗಲಾಟೆ ಆರಂಭಿಸಿ, ಕಾರ್ಯಕರ್ತರ ಮೇಲೆ ಹಲ್ಲೆ ನಡೆಸಿದ್ದಾರೆ ಎಂದು ಆರೋಪಿಸಿದರು. <box>14 755 164 799</box>
lead-col-2 <box>174 342 334 436</box>
kiru-p2: ಪಟ್ಟಿಯ ಜಾಗವನ್ನು ಪಟ್ಟಣದಲ್ಲಿ ಸುದ್ದಿಗಾರರೊಂದಿಗೆ ಮಾತನಾಡಿ ಹೋರಾಟದ ಪ್ರತಿಭಟನೆಗೆ ಬೆಂಬಲ ನೀಡಿದರು, ಅದರೆ ಎಂದು ಪ್ರತಿಭಟನೆಗೆ ಮುಂದೆ ಬಿಜೆಪಿ ಹಾಕಲಾಗಿತ್ತು. ಎಂದು ಬಿಜೆಪಿ ಅವರ ಮುಂದೆ ಕರೆದು ಮಾತನಾಡಿದರು. <box>14 653 164 744</box>
lead-photo-area <box>174 156 674 474</box>
lead-col3-p2: ಶಿಬಿರದಲ್ಲಿ ಸುಮಾರು 200ಕ್ಕೂ ಹೆಚ್ಚು ಮಂದಿ ರೋಗಿಗಳು ಭಾಗವಹಿಸಿ ಚಿಕಿತ್ಸೆ ಪಡೆದರು. ಉಚಿತ ಔಷಧಿ ವಿತರಣೆ ಮಾಡಲಾಯಿತು ಎಂದು ತಿಳಿಸಿದರು. <box>344 366 504 426</box>
block-mid-photo <box>395 1054 635 1168</box>
br2-col-4 <box>1170 1549 1330 1723</box>
mid-headline: ಸರ್ಕಾರದ ಯೋಜನೆ ಬಗ್ಗೆ ತಿಳಿಸಿ ಪಕ್ಷಕ್ಕೆ ಬಲ ತುಂಬಿ <box>488 511 1021 550</box>
bullet-icon: ■ <box>14 157 37 169</box>
br-c2-p2: ಈ ವೇಳೆ ಸದ್ಗುರು ಆಯುರ್ವೇದ ಸಿಬ್ಬಂದಿ ಡಾ. ಸಂಜಯ್ ಮತ್ತು ಪ್ರದೀಪ್ ಶ್ರೀ ಅವರ ಗೆಳೆಯರ ಶ್ರೀ ನ್ಯಾಯವಾದಿ, ಸುರೇಶ್ ನಾಗ್, ಹಾಗೂ ನಂ.ಕೆ.ಆರ್.ಎಸ್. ನಂದೀಶ್, ಮುಂತಾದವರು ಇದ್ದರು. <box>976 1332 1296 1360</box>
bm-c1-p1: ನಗರದ ಚಿತ್ರ ಮಹಾ ಮೊಳಕ್ಕೆ ಸಂಸ್ಥೆ ಸಹಯೋಗದಲ್ಲಿ ಮಂಗಳವಾರ ಮತ್ತು ಹೆಣ್ಣು ಮಕ್ಕಳ ರಕ್ಷಣೆ ಮತ್ತು ಇಲಾಖೆಯ ವತಿಯಿಂದ ಜಾಗೃತಿ ಮೂಡಿಸುವ ಕಾರ್ಯಕ್ರಮ ನಡೆಯಿತು. <box>275 1056 385 1164</box>
pull-quote <box>684 156 839 310</box>
lead-body <box>14 156 1324 474</box>
mid-c2-p2: ಆದ್ದರಿಂದ ಈ ಸರ್ಕಾರದ ಕಾರ್ಯಕರ್ತರು ಜನರಿಗೆ ತಿಳಿಸಬೇಕಿದೆ ಎಂದರು. <box>349 926 510 954</box>
masthead <box>14 0 1324 61</box>
lead-p3: ಮಧುಮೇಹವು ರೋಗಿಗಳಲ್ಲಿ ಜೀವನ ಶೈಲಿ ಮತ್ತು ಆಹಾರ ಪದ್ಧತಿ ಬದಲಾವಣೆ ಮಾಡಿಕೊಳ್ಳುವುದು ಅತ್ಯಗತ್ಯ ಎಂದರು. <box>14 378 164 422</box>
lead-col5-p1: ಆಯುರ್ವೇದ ಸೇಬುದ್ಧಾರ ಆಯುರ್ವೇದ ಯೋಗ, ನ್ಯಾಚುರೋಪತಿ, ಯುನಾನಿ, ಸಿದ್ಧ ಮತ್ತು ಹೋಮಿಯೋಪತಿ ಚಿಕಿತ್ಸೆಗಳನ್ನು ಒಳಗೊಂಡು ಆರೋಗ್ಯಕರ ಕಾರ್ಯಕ್ರಮಗಳ ಉಚಿತ ಸಲಹೆ ಕೊಡಲು ಸಾಧ್ಯ ಇದೆ ಎಂದು ತಿಳಿಸಿದರು. <box>684 318 839 394</box>
br2-c1-p1: ಶ್ರೀ ಸಿದ್ಧಲಿಂಗೇಶ್ವರ ಸ್ವಾಮೀಜಿಯವರ ಜಯಂತ್ಯುತ್ಸವ ಕಾರ್ಯಕ್ರಮವು ಜ.11ರಂದು ನಡೆಯಲಿದ್ದು, ಭಕ್ತರು ಪಾಲ್ಗೊಳ್ಳಬೇಕು ಎಂದು ಶ್ರೀ ಸಿದ್ಧಲಿಂಗ ಸ್ವಾಮೀಜಿ ತಿಳಿಸಿದರು. <box>690 1551 840 1626</box>
block-mid-headline: ಪೋಕ್ಸೋ ಕಾಯ್ದೆ, ಜೆ. ಜೆ. ಕಾಯ್ದೆ ಅನುಷ್ಠಾನ ಕುರಿತು ಸಾಮರ್ಥ್ಯಾಭಿವೃದ್ಧಿ <box>282 989 638 1042</box>
mid-photo-banner-text: ದಾವಣಗೆರೆ ಜಿಲ್ಲಾ ಕಾಂಗ್ರೆಸ್ ಸಮಿತಿ DISTRICT CONGRESS COMMITTEE <box>456 569 575 592</box>
bl2-c2-p3: ಶ್ರೀಮಾರುತಿ ಶಾಲೆಯ ಆಡಳಿತ ಮಂಡಳಿ ಸದಸ್ಯರು, ಪೋಷಕರು ಹಾಗೂ ವಿದ್ಯಾರ್ಥಿಗಳು ಕಾರ್ಯಕ್ರಮದಲ್ಲಿ ಪಾಲ್ಗೊಂಡಿದ್ದರು. <box>179 1802 334 1846</box>
bm-c3-p3: ಕಾರ್ಯಕ್ರಮದಲ್ಲಿ ಮಕ್ಕಳ ಮತ್ತು ಮಹಿಳಾ ಅಭಿವೃದ್ಧಿ ಇಲಾಖೆಯ ಡಾ. ಮಂಜುನಾಥ್, ಜಿಲ್ಲಾ ನಿರೂಪಣಾಧಿಕಾರಿಗಳು, ವಿವಿಧ ಇಲಾಖೆಯ ಅಧಿಕಾರಿಗಳು ಭಾಗವಹಿಸಿದ್ದರು. <box>520 1317 635 1409</box>
lead-col-4 <box>514 342 674 436</box>
block-left-photo <box>14 988 254 1130</box>
block-right-photo-2 <box>976 1163 1296 1270</box>
bottom-right-kicker: ನೆಲಮಂಗಲ ತೋಟದ ದೇವರಮಠದ ಶ್ರೀ ಸಿದ್ಧಲಿಂಗ ಸ್ವಾಮೀಜಿ <box>867 1491 1153 1509</box>
lead-col6-p3: ಈ ಸಂದರ್ಭ ಶಿಬಿರದಲ್ಲಿ ಸುಮಾರು 78ಕ್ಕೂ ಹೆಚ್ಚು ರೋಗಿಗಳು ತಪಾಸಣೆಗೆ ಒಳಪಟ್ಟು ಅಂತೆ, ಸಾವಯವ ಔಷಧಿಗಳನ್ನು ವಿತರಣೆ ಮಾಡಲಾಯಿತು. ಸಂದರ್ಭದ ವಿವಿಧ ಜೀವನ ಶೈಲಿಯ ಕುರಿತು ಚರ್ಚೆ ನಡೆಯಿತು. <box>849 315 1004 390</box>
lead-col6-p2: ಇದೇ ಸಂದರ್ಭದಲ್ಲಿ ಮನೆಯಲ್ಲಿ ಕಾಣುವಂತಹ ಜೀವನ ತಜ್ಞರನ್ನೂ ಮನೆಯವರಾದವರು ಎಲ್ಲರಿಗೂ ಸ್ವಾಸ್ಥ್ಯವನ್ನು ಪ್ರತ್ಯಕ್ಷವಾಗಿ ತಡವುವುದಾಗಿ ಎಂದಿದ್ದರು. <box>849 244 1004 304</box>
mid-c5-p3: ಜಿಲ್ಲಾ ಕಾಂಗ್ರೆಸ್ ಅಧ್ಯಕ್ಷರು ಪ್ರಾಸ್ತಾವಿಕವಾಗಿ ಮಾತನಾಡಿದರು. ಈ ಸಂದರ್ಭದಲ್ಲಿ ಕಾರ್ಯಕರ್ತರು ಹಾಜರಿದ್ದರು. <box>1029 731 1185 775</box>
kiru-p4: ಅವರೊಂದಿಗೆ ಆರಂಭ ಆಗಿದ್ದು ಎಂದು ಅಡಿಸಲಾಗಿದ್ದು ಪ್ರತಿಭಟನೆಯ ಸಮಯದಲ್ಲಿ ರಾಜ್ಯದ ಬಗ್ಗೆ ಒಂದೇ ನೀಡಿದರು. ಒಂದು ಸಾಮಾನ್ಯ ಜನರಿಗೆ ಸಮಸ್ಯೆ ಆಗಿದ್ದು ಎಂದು ತಿಳಿಸಿದರು. <box>14 810 164 886</box>
kiru-suddi-column <box>14 489 164 974</box>
bl2-c1-p3: ಪಟ್ಟಣದ ಮಾರುತಿ ಹಿರಿಯ ಪ್ರಾಥಮಿಕ ಶಾಲೆಯ ವಾರ್ಷಿಕೋತ್ಸವ ಕಾರ್ಯಕ್ರಮದಲ್ಲಿ ಅವರು ಮಾತನಾಡಿ ಶಾಲೆಯ ಶಿಕ್ಷಕರು ಮಕ್ಕಳಿಗೆ ಉತ್ತಮ ವಿದ್ಯಾಭ್ಯಾಸ ನೀಡಬೇಕೆಂದು ಹೇಳಿದರು. <box>14 1692 169 1752</box>
masthead-divider <box>14 67 1324 70</box>
mid-pull-quote-attribution: ■ ಸ್ವಾತಿ ಚಂದ್ರಶೇಖರ್ <box>849 704 923 716</box>
bottom-left-kicker: ಶ್ರೀಮಾರುತಿ ಶಾಲಾ ವಾರ್ಷಿಕೋತ್ಸವದಲ್ಲಿ ಶಾಸಕ ಬಿ. ಪಿ. ಹರೀಶ್ <box>194 1491 489 1509</box>
lead-col2-p1: ನಾರು ಮತ್ತು ಹೆಚ್ಚಿನ ಪ್ರೋಟೀನ್ ಯುಕ್ತ ಆಹಾರಗಳನ್ನು ಸೇವಿಸುವುದು ಉತ್ತಮ. ನಿತ್ಯ ವ್ಯಾಯಾಮ ಮತ್ತು ಯೋಗ ಮಾಡುವುದರಿಂದ ದೇಹದ ತೂಕ ನಿಯಂತ್ರಣದಲ್ಲಿ ಇರಿಸಿಕೊಳ್ಳಬಹುದು ಎಂದು ಅವರು ತಿಳಿಸಿದರು. <box>174 343 334 419</box>
